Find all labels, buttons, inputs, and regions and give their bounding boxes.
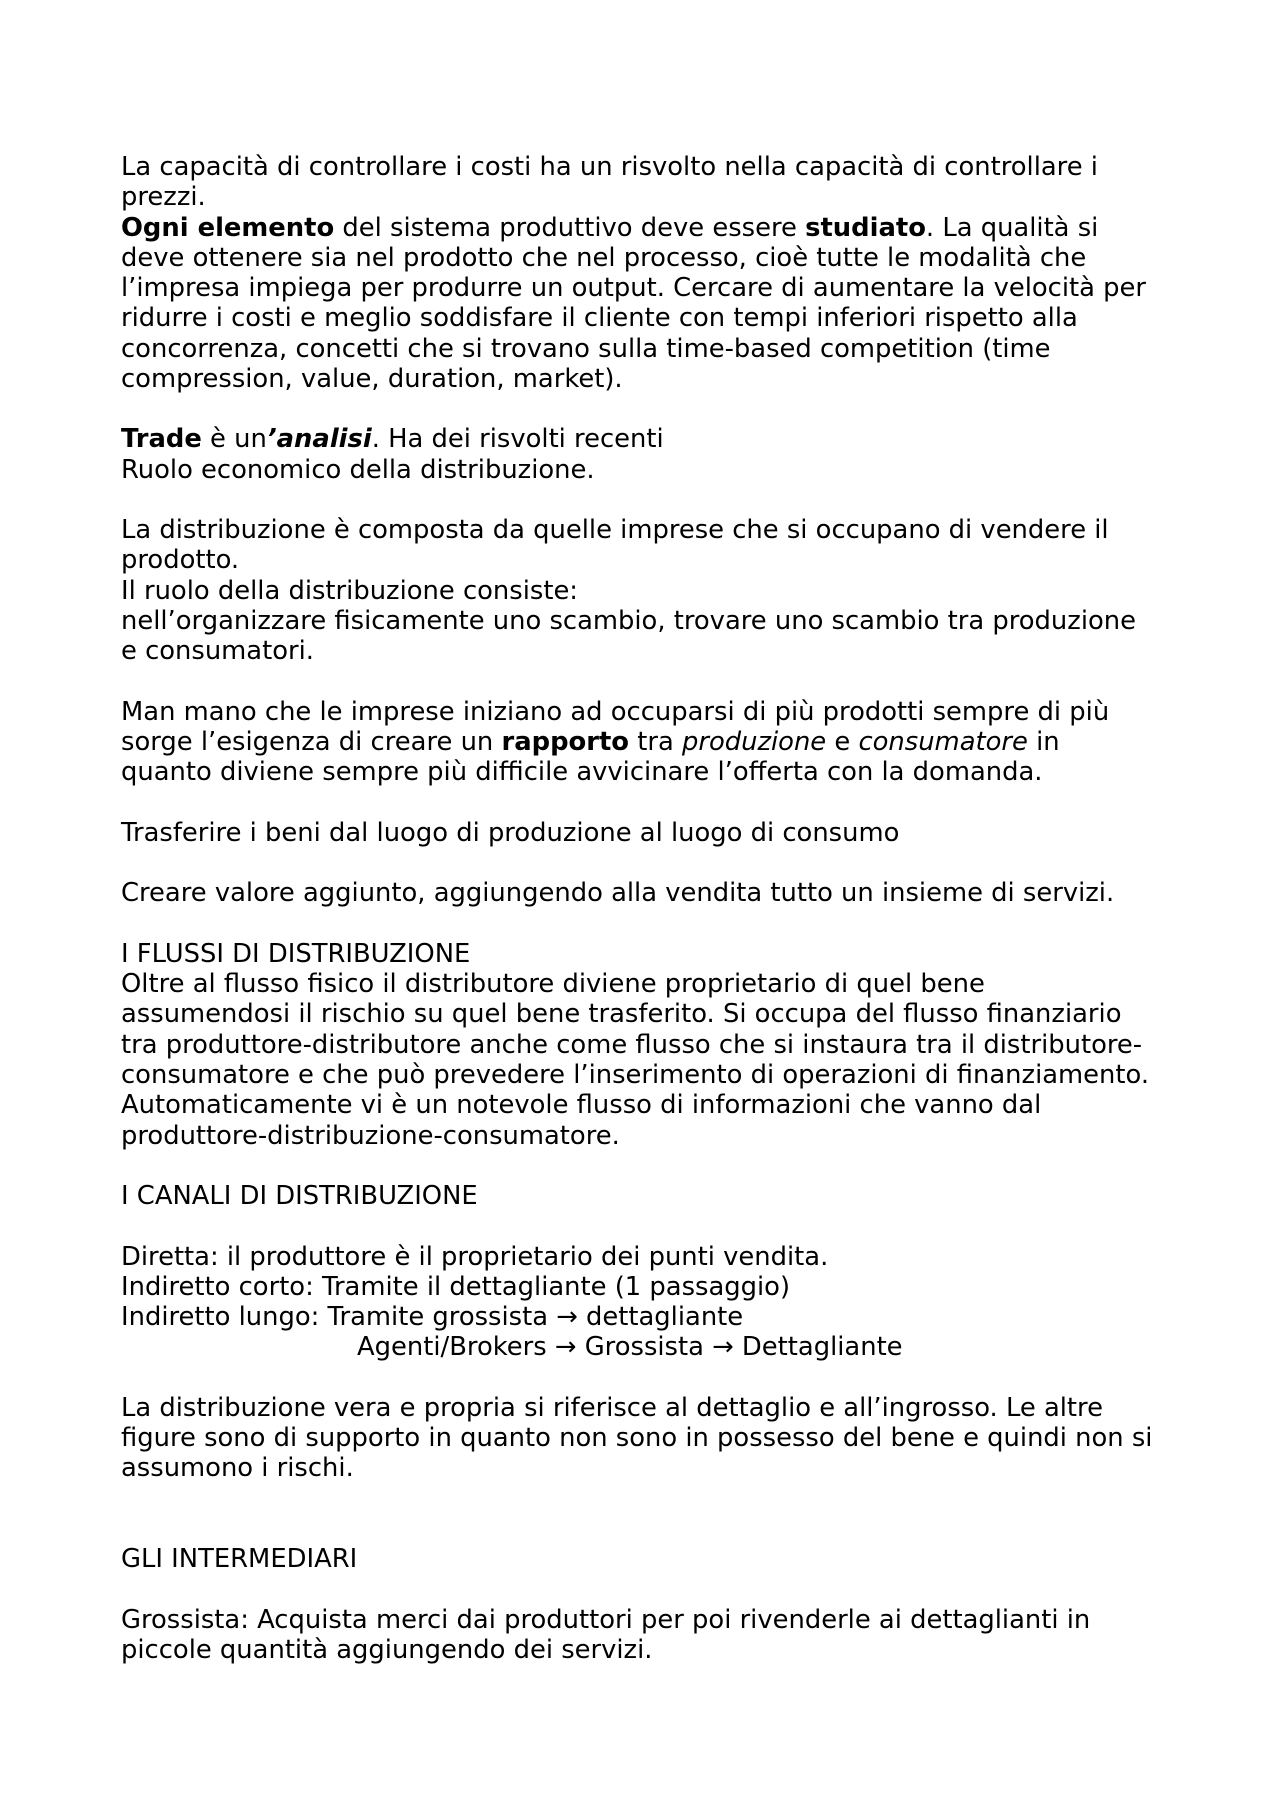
- text-line: assumendosi il rischio su quel bene trasferito. Si occupa del flusso finanziario: [121, 999, 1122, 1030]
- text-line: figure sono di supporto in quanto non sono in possesso del bene e quindi non si: [121, 1423, 1153, 1454]
- text-line: La distribuzione vera e propria si riferisce al dettaglio e all’ingrosso. Le altre: [121, 1392, 1103, 1423]
- text-segment: in: [1027, 727, 1060, 758]
- italic-text: produzione: [681, 727, 827, 758]
- paragraph-trade: [121, 424, 1221, 485]
- text-segment: sorge l’esigenza di creare un: [121, 727, 502, 758]
- bold-text: rapporto: [501, 727, 630, 758]
- section-heading: I FLUSSI DI DISTRIBUZIONE: [121, 938, 471, 969]
- text-line: Indiretto corto: Tramite il dettagliante (1 passaggio): [121, 1271, 791, 1302]
- section-channels: [121, 1181, 1221, 1363]
- text-line: e consumatori.: [121, 636, 314, 667]
- bold-text: studiato: [805, 212, 926, 243]
- text-line: prodotto.: [121, 545, 240, 576]
- paragraph-distribution-role: [121, 515, 1221, 666]
- italic-text: consumatore: [858, 727, 1028, 758]
- text-line: Il ruolo della distribuzione consiste:: [121, 575, 579, 606]
- text-line: La capacità di controllare i costi ha un risvolto nella capacità di controllare i: [121, 152, 1098, 182]
- text-line: Oltre al flusso fisico il distributore diviene proprietario di quel bene: [121, 969, 985, 1000]
- text-line: assumono i rischi.: [121, 1453, 354, 1484]
- text-segment: tra: [629, 727, 682, 758]
- bold-text: Ogni elemento: [121, 212, 335, 243]
- text-line: tra produttore-distributore anche come flusso che si instaura tra il distributore-: [121, 1029, 1143, 1060]
- blank-line: [121, 848, 1221, 878]
- paragraph-retail-wholesale: [121, 1393, 1221, 1484]
- text-line: compression, value, duration, market).: [121, 363, 623, 394]
- text-segment: del sistema produttivo deve essere: [334, 212, 806, 243]
- text-line: nell’organizzare fisicamente uno scambio, trovare uno scambio tra produzione: [121, 605, 1136, 636]
- text-line: l’impresa impiega per produrre un output. Cercare di aumentare la velocità per: [121, 273, 1147, 304]
- text-line: ridurre i costi e meglio soddisfare il cliente con tempi inferiori rispetto alla: [121, 303, 1078, 334]
- text-line: Ruolo economico della distribuzione.: [121, 454, 595, 485]
- text-line: [121, 727, 1221, 757]
- text-line: Diretta: il produttore è il proprietario dei punti vendita.: [121, 1241, 829, 1272]
- text-line: Grossista: Acquista merci dai produttori per poi rivenderle ai dettaglianti in: [121, 1604, 1091, 1635]
- paragraph-added-value: Creare valore aggiunto, aggiungendo alla vendita tutto un insieme di servizi.: [121, 878, 1115, 909]
- bold-italic-text: ’analisi: [266, 424, 372, 455]
- text-segment: e: [826, 727, 859, 758]
- text-segment: è un: [201, 424, 267, 455]
- text-line: Agenti/Brokers → Grossista → Dettagliante: [357, 1332, 903, 1363]
- text-line: deve ottenere sia nel prodotto che nel processo, cioè tutte le modalità che: [121, 242, 1087, 273]
- blank-line: [121, 1211, 1221, 1241]
- blank-line: [121, 1574, 1221, 1604]
- paragraph-transfer: Trasferire i beni dal luogo di produzione al luogo di consumo: [121, 817, 900, 848]
- blank-line: [121, 788, 1221, 818]
- text-line: [121, 213, 1221, 243]
- text-line: quanto diviene sempre più difficile avvicinare l’offerta con la domanda.: [121, 757, 1043, 788]
- paragraph-intro: [121, 152, 1221, 394]
- text-segment: . Ha dei risvolti recenti: [371, 424, 664, 455]
- text-line: consumatore e che può prevedere l’inserimento di operazioni di finanziamento.: [121, 1059, 1150, 1090]
- text-line: Indiretto lungo: Tramite grossista → dettagliante: [121, 1302, 744, 1333]
- section-flows: [121, 939, 1221, 1151]
- blank-line: [121, 1484, 1221, 1514]
- paragraph-producer-consumer: [121, 697, 1221, 788]
- text-line: La distribuzione è composta da quelle imprese che si occupano di vendere il: [121, 515, 1109, 546]
- blank-line: [121, 1151, 1221, 1181]
- text-line: Automaticamente vi è un notevole flusso di informazioni che vanno dal: [121, 1090, 1042, 1121]
- text-line: piccole quantità aggiungendo dei servizi.: [121, 1635, 653, 1666]
- text-line: concorrenza, concetti che si trovano sulla time-based competition (time: [121, 333, 1051, 364]
- bold-text: Trade: [121, 424, 202, 455]
- text-line: produttore-distribuzione-consumatore.: [121, 1120, 620, 1151]
- blank-line: [121, 667, 1221, 697]
- text-line: [121, 424, 1221, 454]
- section-heading: I CANALI DI DISTRIBUZIONE: [121, 1181, 478, 1212]
- blank-line: [121, 1514, 1221, 1544]
- section-intermediaries: [121, 1544, 1221, 1665]
- blank-line: [121, 1363, 1221, 1393]
- text-segment: . La qualità si: [925, 212, 1099, 243]
- blank-line: [121, 909, 1221, 939]
- section-heading: GLI INTERMEDIARI: [121, 1544, 358, 1575]
- text-line: Man mano che le imprese iniziano ad occuparsi di più prodotti sempre di più: [121, 696, 1110, 727]
- text-line: prezzi.: [121, 182, 206, 213]
- document-body: [121, 152, 1221, 1665]
- blank-line: [121, 485, 1221, 515]
- blank-line: [121, 394, 1221, 424]
